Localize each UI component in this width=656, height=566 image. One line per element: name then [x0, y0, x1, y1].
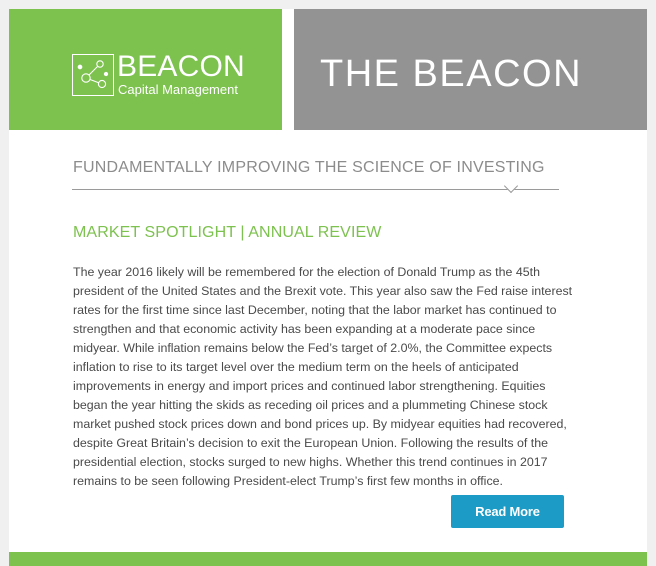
section-heading: MARKET SPOTLIGHT | ANNUAL REVIEW: [73, 224, 382, 241]
article-body: The year 2016 likely will be remembered for the election of Donald Trump as the 45th president of the United States and the Brexit vote. This year also saw the Fed raise interest rates for the first time since last December, noting that the labor market has continued to strengthen and that economic activity has been expanding at a moderate pace since midyear. While inflation remains below the Fed’s target of 2.0%, the Committee expects inflation to rise to its target level over the medium term on the heels of anticipated improvements in energy and import prices and continued labor strengthening. Equities began the year hitting the skids as receding oil prices and a plummeting Chinese stock market pushed stock prices down and bond prices up. By midyear equities had recovered, despite Great Britain’s decision to exit the European Union. Following the results of the presidential election, stocks surged to new highs. Whether this trend continues in 2017 remains to be seen following President-elect Trump’s first few months in office.: [73, 265, 573, 488]
brand-subtitle: Capital Management: [118, 82, 238, 97]
brand-block: [9, 9, 282, 130]
newsletter-email: [9, 9, 647, 566]
brand-name: BEACON: [117, 50, 245, 83]
tagline: FUNDAMENTALLY IMPROVING THE SCIENCE OF INVESTING: [73, 159, 545, 176]
newsletter-header: [9, 9, 647, 130]
divider-notch: [504, 179, 518, 193]
newsletter-title: THE BEACON: [320, 53, 583, 95]
beacon-logo[interactable]: [72, 50, 245, 103]
title-block: [294, 9, 647, 130]
divider: [72, 189, 559, 190]
footer-bar: [9, 552, 647, 566]
molecule-network-icon: [72, 54, 114, 96]
read-more-button[interactable]: Read More: [451, 495, 564, 528]
